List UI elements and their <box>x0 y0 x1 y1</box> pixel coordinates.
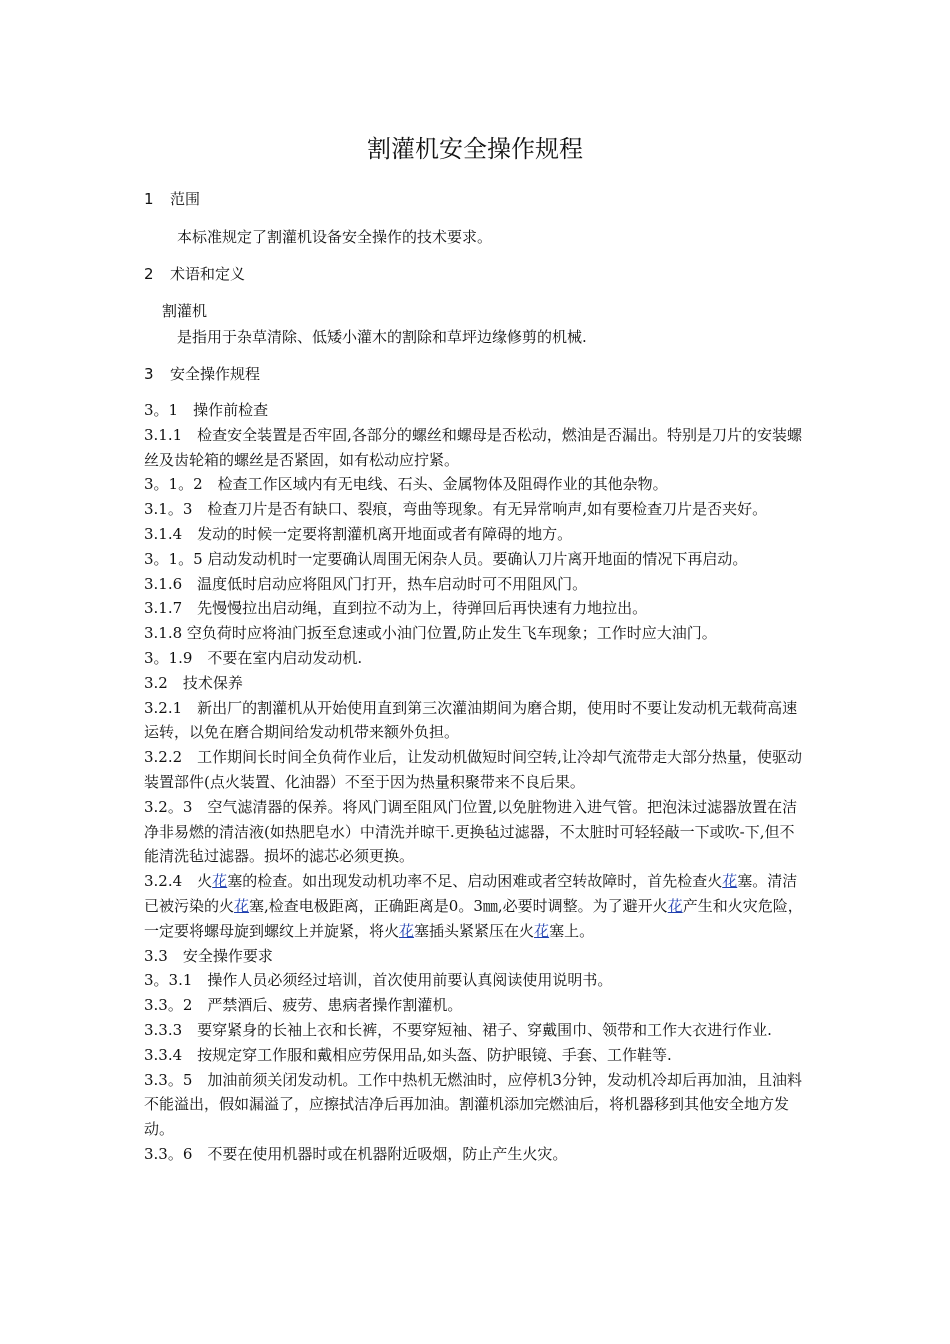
clause-3-3-3: 3.3.3 要穿紧身的长袖上衣和长裤，不要穿短袖、裙子、穿戴围巾、领带和工作大衣进行作业. <box>144 1020 772 1039</box>
clause-3-1-8: 3.1.8 空负荷时应将油门扳至怠速或小油门位置,防止发生飞车现象；工作时应大油门。 <box>144 624 717 643</box>
text-run: 塞插头紧紧压在火 <box>414 921 535 940</box>
clause-3-2-3: 3.2。3 空气滤清器的保养。将风门调至阻风门位置,以免脏物进入进气管。把泡沫过滤器放置在洁净非易燃的清洁液(如热肥皂水）中清洗并晾干.更换毡过滤器，不太脏时可轻轻敲一下或吹-下,但不能清洗毡过滤器。损坏的滤芯必须更换。 <box>144 797 798 866</box>
clause-3-1-7: 3.1.7 先慢慢拉出启动绳，直到拉不动为上，待弹回后再快速有力地拉出。 <box>144 599 648 618</box>
clause-3-2: 3.2 技术保养 <box>144 673 243 692</box>
highlighted-term-link[interactable]: 花 <box>534 921 550 940</box>
section-1-heading <box>144 188 200 210</box>
highlighted-term-link[interactable]: 花 <box>667 896 683 915</box>
term-definition: 是指用于杂草清除、低矮小灌木的割除和草坪边缘修剪的机械. <box>177 328 587 346</box>
clause-3-1-9: 3。1.9 不要在室内启动发动机. <box>144 648 363 667</box>
term-name: 割灌机 <box>162 302 208 320</box>
text-run: 3.2.4 火 <box>144 872 213 891</box>
clause-3-2-2: 3.2.2 工作期间长时间全负荷作业后，让发动机做短时间空转,让冷却气流带走大部分热量，使驱动装置部件(点火装置、化油器）不至于因为热量积聚带来不良后果。 <box>144 748 802 791</box>
section-title: 范围 <box>170 190 201 208</box>
section-title: 术语和定义 <box>170 265 246 283</box>
clause-3-3-2: 3.3。2 严禁酒后、疲劳、患病者操作割灌机。 <box>144 996 463 1015</box>
section-number: 2 <box>144 265 154 283</box>
scope-paragraph: 本标准规定了割灌机设备安全操作的技术要求。 <box>177 228 493 246</box>
highlighted-term-link[interactable]: 花 <box>722 872 738 891</box>
highlighted-term-link[interactable]: 花 <box>234 896 250 915</box>
text-run: 塞。清洁已被污染的火 <box>144 872 798 915</box>
text-run: 塞上。 <box>549 921 595 940</box>
text-run: 塞,检查电极距离，正确距离是0。3㎜,必要时调整。为了避开火 <box>249 896 668 915</box>
clause-3-1-1: 3.1.1 检查安全装置是否牢固,各部分的螺丝和螺母是否松动，燃油是否漏出。特别是刀片的安装螺丝及齿轮箱的螺丝是否紧固，如有松动应拧紧。 <box>144 425 802 469</box>
highlighted-term-link[interactable]: 花 <box>212 872 228 891</box>
clause-3-1-3: 3.1。3 检查刀片是否有缺口、裂痕，弯曲等现象。有无异常响声,如有要检查刀片是否夹好。 <box>144 500 768 519</box>
section-title: 安全操作规程 <box>170 365 261 383</box>
clause-3-3-4: 3.3.4 按规定穿工作服和戴相应劳保用品,如头盔、防护眼镜、手套、工作鞋等. <box>144 1045 672 1064</box>
clause-3-1-2: 3。1。2 检查工作区域内有无电线、石头、金属物体及阻碍作业的其他杂物。 <box>144 475 668 494</box>
clause-3-1-5: 3。1。5 启动发动机时一定要确认周围无闲杂人员。要确认刀片离开地面的情况下再启动。 <box>144 549 748 568</box>
clause-3-1: 3。1 操作前检查 <box>144 401 269 419</box>
clause-3-1-4: 3.1.4 发动的时候一定要将割灌机离开地面或者有障碍的地方。 <box>144 524 573 543</box>
section-3-heading <box>144 363 260 385</box>
clause-3-3-1: 3。3.1 操作人员必须经过培训，首次使用前要认真阅读使用说明书。 <box>144 971 613 990</box>
text-run: 塞的检查。如出现发动机功率不足、启动困难或者空转故障时，首先检查火 <box>227 872 723 891</box>
clause-3-2-1: 3.2.1 新出厂的割灌机从开始使用直到第三次灌油期间为磨合期，使用时不要让发动机无载荷高速运转，以免在磨合期间给发动机带来额外负担。 <box>144 698 798 742</box>
procedure-body <box>144 398 809 1167</box>
clause-3-2-4 <box>144 869 809 943</box>
clause-3-3: 3.3 安全操作要求 <box>144 946 273 965</box>
clause-3-3-5: 3.3。5 加油前须关闭发动机。工作中热机无燃油时，应停机3分钟，发动机冷却后再加油，且油料不能溢出，假如漏溢了，应擦拭洁净后再加油。割灌机添加完燃油后，将机器移到其他安全地方发动。 <box>144 1070 802 1139</box>
section-2-heading <box>144 263 245 285</box>
text-run: 产生和火灾危险，一定要将螺母旋到螺纹上并旋紧，将火 <box>144 896 803 940</box>
section-number: 3 <box>144 365 154 383</box>
document-title: 割灌机安全操作规程 <box>367 135 583 163</box>
clause-3-1-6: 3.1.6 温度低时启动应将阻风门打开，热车启动时可不用阻风门。 <box>144 574 588 593</box>
section-number: 1 <box>144 190 154 208</box>
highlighted-term-link[interactable]: 花 <box>399 921 415 940</box>
clause-3-3-6: 3.3。6 不要在使用机器时或在机器附近吸烟，防止产生火灾。 <box>144 1144 568 1163</box>
